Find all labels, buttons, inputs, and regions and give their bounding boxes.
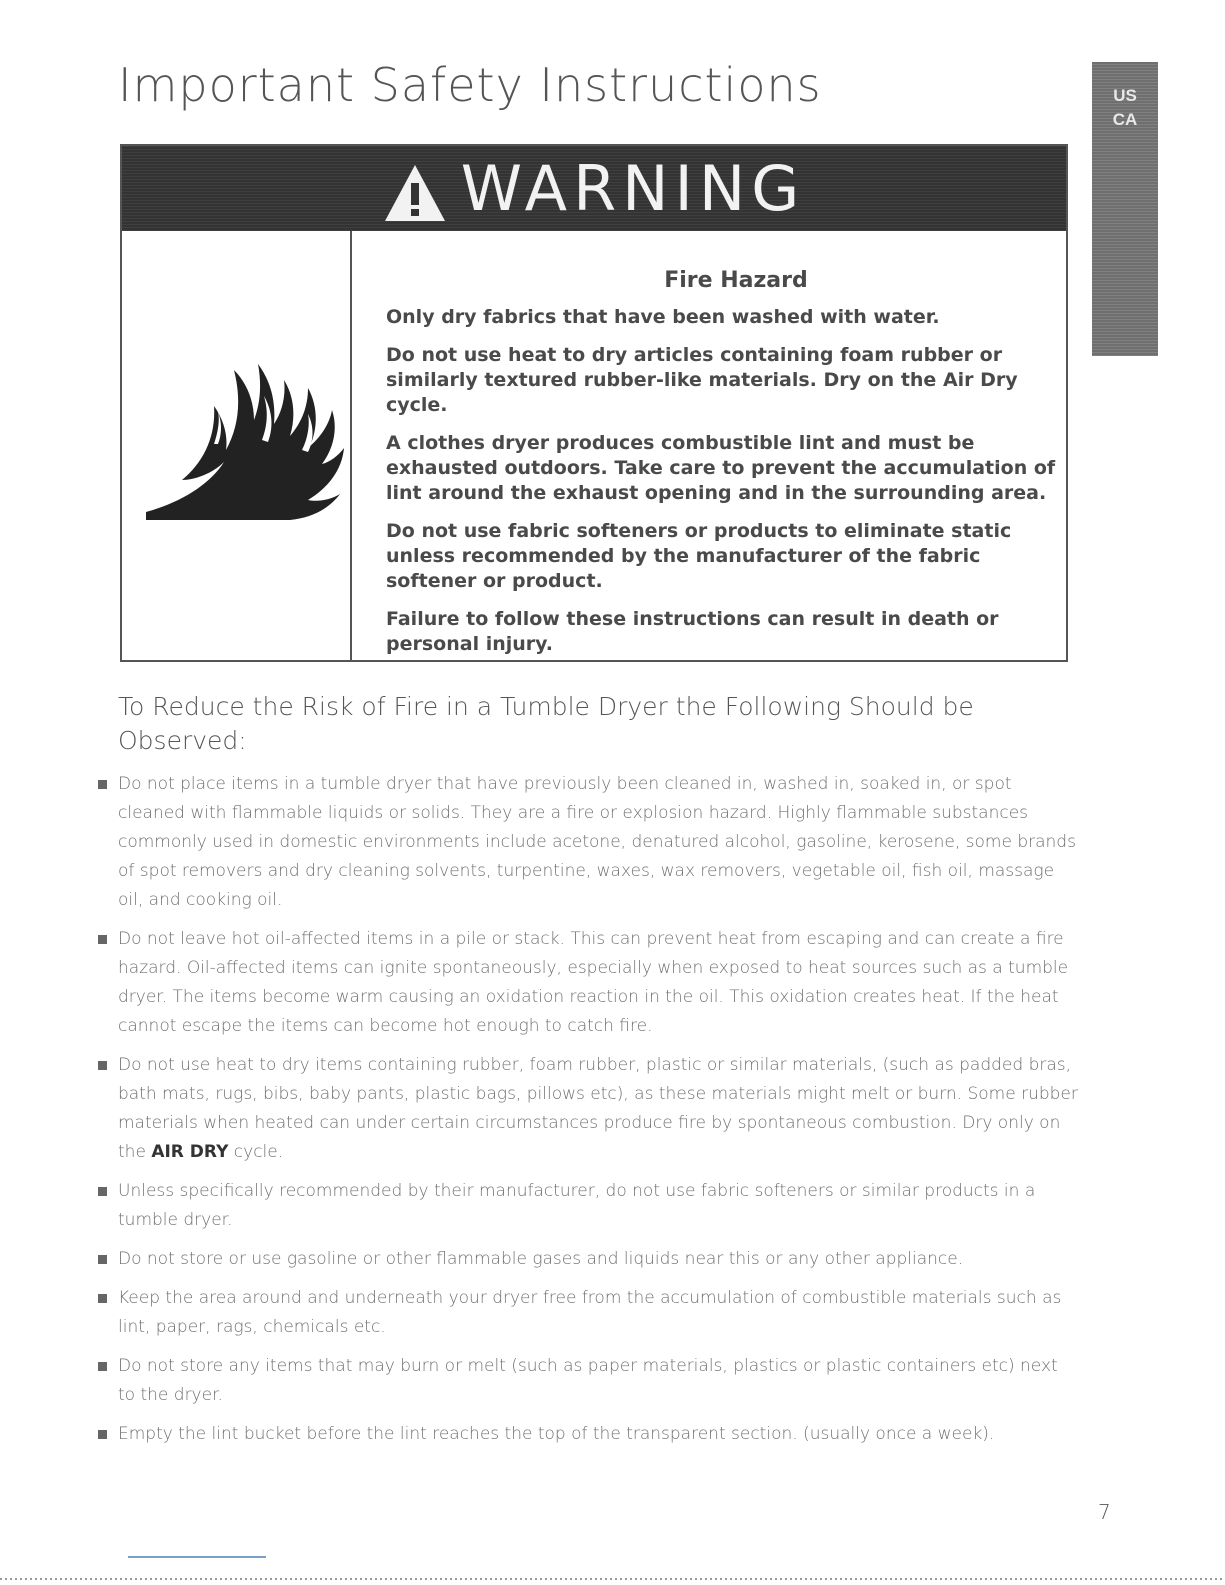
list-item-text-after: cycle. bbox=[228, 1142, 284, 1162]
bullet-icon bbox=[98, 1362, 107, 1371]
page-number: 7 bbox=[1098, 1500, 1111, 1524]
list-item bbox=[118, 770, 1078, 915]
section-heading: To Reduce the Risk of Fire in a Tumble Dryer the Following Should be Observed: bbox=[118, 692, 974, 755]
hazard-item: Do not use heat to dry articles containing foam rubber or similarly textured rubber-like materials. Dry on the Air Dry cycle. bbox=[386, 344, 1018, 416]
region-tab-us: US bbox=[1113, 86, 1137, 105]
list-item bbox=[118, 1284, 1078, 1342]
region-tab bbox=[1092, 62, 1158, 356]
list-item bbox=[118, 1352, 1078, 1410]
air-dry-emphasis: AIR DRY bbox=[151, 1142, 229, 1162]
bullet-icon bbox=[98, 1294, 107, 1303]
list-item-text-before: Do not use heat to dry items containing rubber, foam rubber, plastic or similar materials, (such as padded bras, bath mats, rugs, bibs, baby pants, plastic bags, pillows etc), as these materials might melt or burn. Some rubber materials when heated can under certain circumstances produce fire by spontaneous combustion. Dry only on the bbox=[118, 1055, 1078, 1162]
warning-divider bbox=[350, 231, 352, 662]
list-item-text: Do not store or use gasoline or other flammable gases and liquids near this or any other appliance. bbox=[118, 1249, 964, 1269]
list-item-text: Do not place items in a tumble dryer that have previously been cleaned in, washed in, soaked in, or spot cleaned with flammable liquids or solids. They are a fire or explosion hazard. Highly flammable substances commonly used in domestic environments include acetone, denatured alcohol, gasoline, kerosene, some brands of spot removers and dry cleaning solvents, turpentine, waxes, wax removers, vegetable oil, fish oil, massage oil, and cooking oil. bbox=[118, 774, 1076, 910]
hazard-item: Failure to follow these instructions can result in death or personal injury. bbox=[386, 608, 999, 655]
fire-icon bbox=[142, 324, 352, 524]
bullet-icon bbox=[98, 1061, 107, 1070]
bullet-icon bbox=[98, 780, 107, 789]
warning-label: WARNING bbox=[460, 152, 806, 225]
footer-divider bbox=[0, 1578, 1225, 1580]
hazard-title: Fire Hazard bbox=[664, 268, 808, 293]
region-tab-ca: CA bbox=[1112, 110, 1138, 129]
list-item-text: Keep the area around and underneath your dryer free from the accumulation of combustible materials such as lint, paper, rags, chemicals etc. bbox=[118, 1288, 1062, 1337]
bullet-icon bbox=[98, 1430, 107, 1439]
bullet-icon bbox=[98, 935, 107, 944]
safety-bullet-list bbox=[118, 770, 1078, 1459]
list-item bbox=[118, 1420, 1078, 1449]
list-item-text: Unless specifically recommended by their manufacturer, do not use fabric softeners or similar products in a tumble dryer. bbox=[118, 1181, 1036, 1230]
page-title: Important Safety Instructions bbox=[118, 58, 822, 112]
hazard-item: Do not use fabric softeners or products to eliminate static unless recommended by the manufacturer of the fabric softener or product. bbox=[386, 520, 1012, 592]
list-item-text: Do not leave hot oil-affected items in a pile or stack. This can prevent heat from escaping and can create a fire hazard. Oil-affected items can ignite spontaneously, especially when exposed to heat sources such as a tumble dryer. The items become warm causing an oxidation reaction in the oil. This oxidation creates heat. If the heat cannot escape the items can become hot enough to catch fire. bbox=[118, 929, 1069, 1036]
list-item bbox=[118, 1177, 1078, 1235]
warning-banner bbox=[122, 146, 1066, 231]
warning-triangle-icon bbox=[383, 163, 447, 223]
bullet-icon bbox=[98, 1187, 107, 1196]
footer-rule bbox=[128, 1556, 266, 1558]
hazard-item: A clothes dryer produces combustible lint and must be exhausted outdoors. Take care to prevent the accumulation of lint around the exhaust opening and in the surrounding area. bbox=[386, 432, 1056, 504]
list-item-text: Empty the lint bucket before the lint reaches the top of the transparent section. (usually once a week). bbox=[118, 1424, 995, 1444]
warning-box bbox=[120, 144, 1068, 662]
list-item bbox=[118, 925, 1078, 1041]
list-item bbox=[118, 1245, 1078, 1274]
list-item-text: Do not store any items that may burn or melt (such as paper materials, plastics or plastic containers etc) next to the dryer. bbox=[118, 1356, 1058, 1405]
list-item bbox=[118, 1051, 1078, 1167]
hazard-item: Only dry fabrics that have been washed with water. bbox=[386, 306, 940, 328]
hazard-content bbox=[386, 268, 1066, 670]
bullet-icon bbox=[98, 1255, 107, 1264]
